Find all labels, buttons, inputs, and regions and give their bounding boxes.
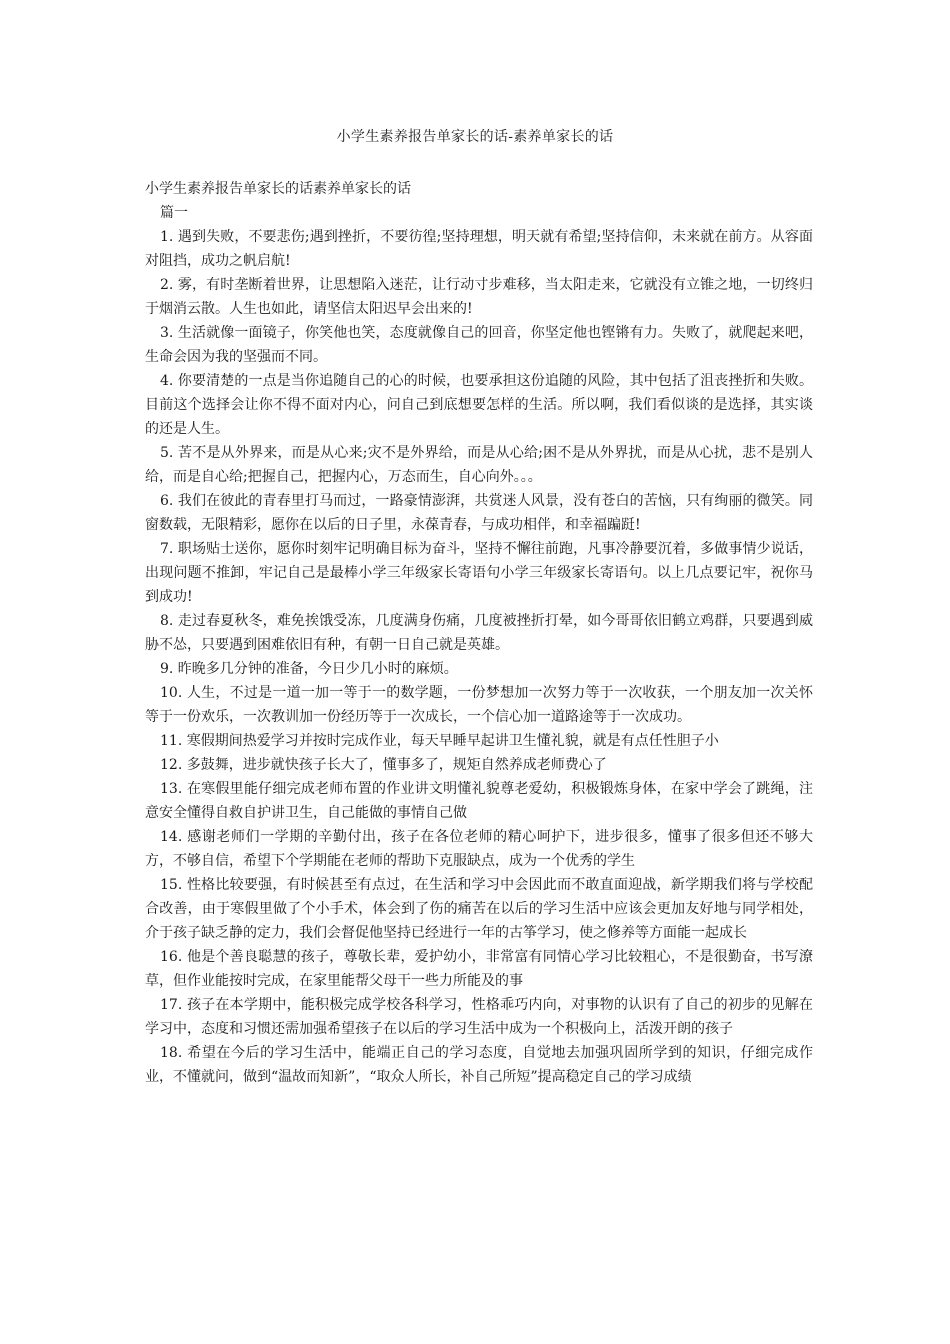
list-item: 15. 性格比较要强，有时候甚至有点过，在生活和学习中会因此而不敢直面迎战，新学期我们将与学校配合改善，由于寒假里做了个小手术，体会到了伤的痛苦在以后的学习生活中应该会更加友好地与同学相处，介于孩子缺乏静的定力，我们会督促他坚持已经进行一年的古筝学习，使之修养等方面能一起成长 [145, 877, 813, 941]
list-item: 18. 希望在今后的学习生活中，能端正自己的学习态度，自觉地去加强巩固所学到的知识，仔细完成作业，不懂就问，做到“温故而知新”，“取众人所长，补自己所短”提高稳定自己的学习成绩 [145, 1045, 813, 1085]
list-item: 10. 人生，不过是一道一加一等于一的数学题，一份梦想加一次努力等于一次收获，一个朋友加一次关怀等于一份欢乐，一次教训加一份经历等于一次成长，一个信心加一道路途等于一次成功。 [145, 685, 813, 725]
document-body [145, 177, 813, 1089]
list-item: 9. 昨晚多几分钟的准备，今日少几小时的麻烦。 [160, 661, 458, 677]
document-title: 小学生素养报告单家长的话-素养单家长的话 [336, 129, 614, 145]
list-item: 7. 职场贴士送你，愿你时刻牢记明确目标为奋斗，坚持不懈往前跑，凡事冷静要沉着，多做事情少说话，出现问题不推卸，牢记自己是最棒小学三年级家长寄语句小学三年级家长寄语句。以上几点要记牢，祝你马到成功! [145, 541, 813, 605]
list-item: 3. 生活就像一面镜子，你笑他也笑，态度就像自己的回音，你坚定他也铿锵有力。失败了，就爬起来吧，生命会因为我的坚强而不同。 [145, 325, 813, 365]
list-item: 12. 多鼓舞，进步就快孩子长大了，懂事多了，规矩自然养成老师费心了 [160, 757, 607, 773]
list-item: 5. 苦不是从外界来，而是从心来;灾不是外界给，而是从心给;困不是从外界扰，而是从心扰，悲不是别人给，而是自心给;把握自己，把握内心，万态而生，自心向外。。。 [145, 445, 813, 485]
section-label: 篇一 [160, 205, 188, 221]
list-item: 4. 你要清楚的一点是当你追随自己的心的时候，也要承担这份追随的风险，其中包括了沮丧挫折和失败。目前这个选择会让你不得不面对内心，问自己到底想要怎样的生活。所以啊，我们看似谈的是选择，其实谈的还是人生。 [145, 373, 813, 437]
list-item: 16. 他是个善良聪慧的孩子，尊敬长辈，爱护幼小，非常富有同情心学习比较粗心，不是很勤奋，书写潦草，但作业能按时完成，在家里能帮父母干一些力所能及的事 [145, 949, 813, 989]
list-item: 14. 感谢老师们一学期的辛勤付出，孩子在各位老师的精心呵护下，进步很多，懂事了很多但还不够大方，不够自信，希望下个学期能在老师的帮助下克服缺点，成为一个优秀的学生 [145, 829, 813, 869]
list-item: 11. 寒假期间热爱学习并按时完成作业，每天早睡早起讲卫生懂礼貌，就是有点任性胆子小 [160, 733, 719, 749]
list-item: 2. 雾，有时垄断着世界，让思想陷入迷茫，让行动寸步难移，当太阳走来，它就没有立锥之地，一切终归于烟消云散。人生也如此，请坚信太阳迟早会出来的! [145, 277, 813, 317]
list-item: 13. 在寒假里能仔细完成老师布置的作业讲文明懂礼貌尊老爱幼，积极锻炼身体，在家中学会了跳绳，注意安全懂得自救自护讲卫生，自己能做的事情自己做 [145, 781, 813, 821]
list-item: 8. 走过春夏秋冬，难免挨饿受冻，几度满身伤痛，几度被挫折打晕，如今哥哥依旧鹤立鸡群，只要遇到威胁不怂，只要遇到困难依旧有种，有朝一日自己就是英雄。 [145, 613, 813, 653]
list-item: 17. 孩子在本学期中，能积极完成学校各科学习，性格乖巧内向，对事物的认识有了自己的初步的见解在学习中，态度和习惯还需加强希望孩子在以后的学习生活中成为一个积极向上，活泼开朗的孩子 [145, 997, 813, 1037]
document-subtitle: 小学生素养报告单家长的话素养单家长的话 [145, 181, 411, 197]
list-item: 1. 遇到失败，不要悲伤;遇到挫折，不要彷徨;坚持理想，明天就有希望;坚持信仰，未来就在前方。从容面对阻挡，成功之帆启航! [145, 229, 813, 269]
list-item: 6. 我们在彼此的青春里打马而过，一路豪情澎湃，共赏迷人风景，没有苍白的苦恼，只有绚丽的微笑。同窗数载，无限精彩，愿你在以后的日子里，永葆青春，与成功相伴，和幸福蹁跹! [145, 493, 813, 533]
